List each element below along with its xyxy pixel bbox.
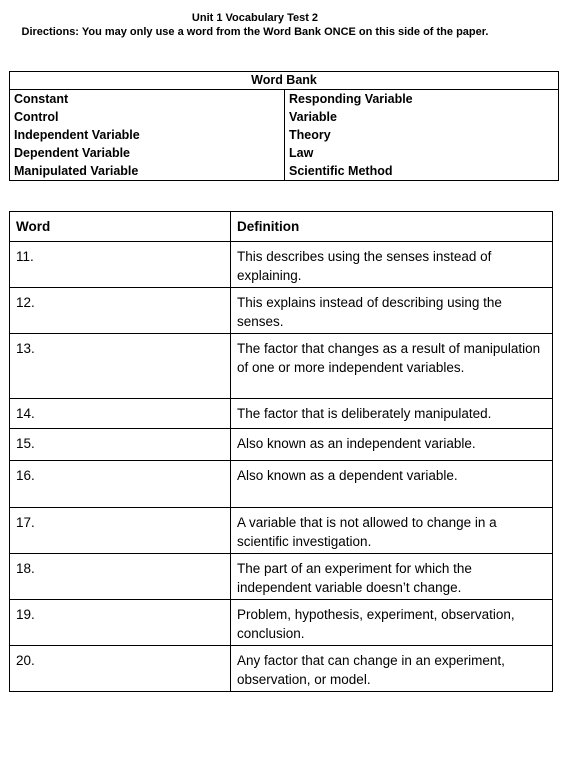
word-bank-row xyxy=(10,162,559,181)
word-bank-term: Variable xyxy=(285,108,559,126)
word-bank-row xyxy=(10,90,559,109)
question-number[interactable]: 11. xyxy=(10,242,231,288)
word-bank-term: Scientific Method xyxy=(285,162,559,181)
definitions-table xyxy=(9,211,553,692)
word-bank-row xyxy=(10,144,559,162)
table-row xyxy=(10,554,553,600)
definition-text: This explains instead of describing using the senses. xyxy=(231,288,553,334)
definition-text: The part of an experiment for which the independent variable doesn’t change. xyxy=(231,554,553,600)
table-row xyxy=(10,334,553,399)
word-bank-term: Independent Variable xyxy=(10,126,285,144)
question-number[interactable]: 19. xyxy=(10,600,231,646)
definition-text: The factor that changes as a result of manipulation of one or more independent variables. xyxy=(231,334,553,399)
word-bank-term: Law xyxy=(285,144,559,162)
definition-text: Problem, hypothesis, experiment, observation, conclusion. xyxy=(231,600,553,646)
word-bank-row xyxy=(10,108,559,126)
definition-text: Also known as a dependent variable. xyxy=(231,461,553,508)
word-bank-row xyxy=(10,126,559,144)
word-bank-term: Manipulated Variable xyxy=(10,162,285,181)
question-number[interactable]: 18. xyxy=(10,554,231,600)
question-number[interactable]: 14. xyxy=(10,399,231,429)
word-bank-term: Constant xyxy=(10,90,285,109)
directions: Directions: You may only use a word from the Word Bank ONCE on this side of the paper. xyxy=(21,26,489,38)
table-row xyxy=(10,646,553,692)
definition-text: The factor that is deliberately manipulated. xyxy=(231,399,553,429)
word-bank-title: Word Bank xyxy=(10,72,559,90)
definition-column-header: Definition xyxy=(231,212,553,242)
table-row xyxy=(10,242,553,288)
table-row xyxy=(10,461,553,508)
page-header xyxy=(0,11,510,39)
question-number[interactable]: 20. xyxy=(10,646,231,692)
word-bank-header-row xyxy=(10,72,559,90)
definition-text: A variable that is not allowed to change in a scientific investigation. xyxy=(231,508,553,554)
table-row xyxy=(10,288,553,334)
word-column-header: Word xyxy=(10,212,231,242)
definition-text: This describes using the senses instead of explaining. xyxy=(231,242,553,288)
page-title: Unit 1 Vocabulary Test 2 xyxy=(191,12,319,24)
definition-text: Any factor that can change in an experiment, observation, or model. xyxy=(231,646,553,692)
definition-text: Also known as an independent variable. xyxy=(231,429,553,461)
word-bank-table xyxy=(9,71,559,181)
word-bank-term: Responding Variable xyxy=(285,90,559,109)
question-number[interactable]: 16. xyxy=(10,461,231,508)
word-bank-term: Control xyxy=(10,108,285,126)
question-number[interactable]: 15. xyxy=(10,429,231,461)
table-row xyxy=(10,508,553,554)
word-bank-term: Theory xyxy=(285,126,559,144)
question-number[interactable]: 17. xyxy=(10,508,231,554)
word-bank-term: Dependent Variable xyxy=(10,144,285,162)
table-row xyxy=(10,600,553,646)
table-row xyxy=(10,429,553,461)
table-row xyxy=(10,399,553,429)
question-number[interactable]: 12. xyxy=(10,288,231,334)
definitions-header-row xyxy=(10,212,553,242)
question-number[interactable]: 13. xyxy=(10,334,231,399)
